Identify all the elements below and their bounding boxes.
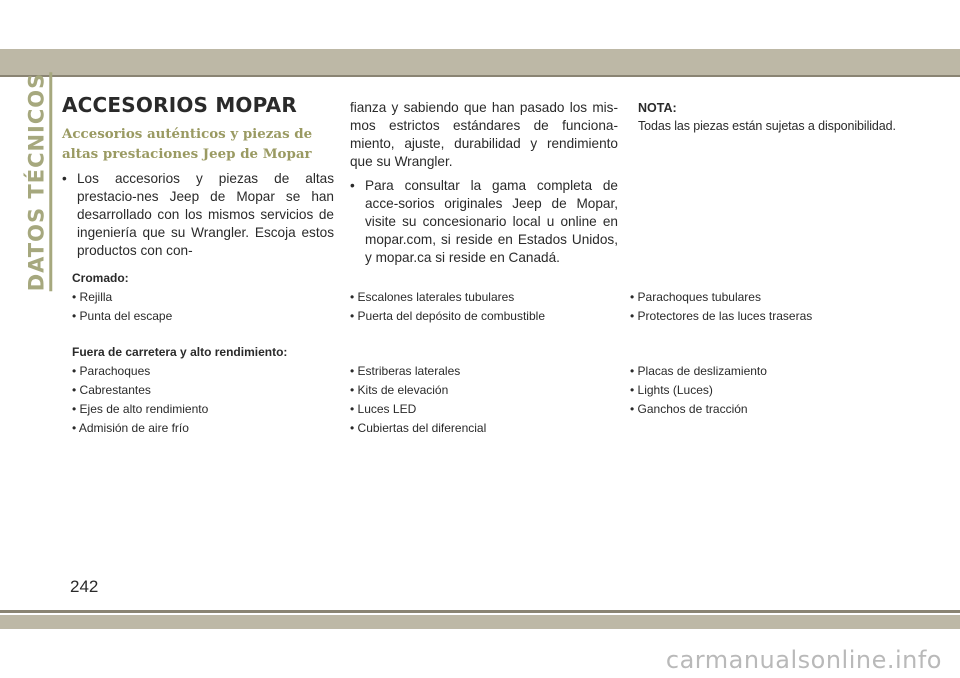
offroad-section-title: Fuera de carretera y alto rendimiento:	[72, 345, 288, 359]
offroad-list	[72, 362, 932, 438]
column-1	[62, 93, 334, 260]
list-item: • Admisión de aire frío	[72, 421, 189, 435]
column-2	[350, 99, 618, 267]
list-row	[72, 400, 932, 419]
note-label: NOTA:	[638, 101, 677, 115]
list-item: • Cabrestantes	[72, 383, 151, 397]
list-item: • Protectores de las luces traseras	[630, 309, 813, 323]
list-item: • Estriberas laterales	[350, 364, 461, 378]
footer-band	[0, 615, 960, 629]
list-item: • Puerta del depósito de combustible	[350, 309, 545, 323]
list-row	[72, 419, 932, 438]
list-item: • Placas de deslizamiento	[630, 364, 767, 378]
section-side-tab	[24, 72, 52, 292]
footer-rule	[0, 610, 960, 613]
chrome-section-title: Cromado:	[72, 271, 129, 285]
list-item: • Parachoques	[72, 364, 151, 378]
list-item: • Escalones laterales tubulares	[350, 290, 515, 304]
list-item: • Ejes de alto rendimiento	[72, 402, 209, 416]
list-row	[72, 381, 932, 400]
note-text: Todas las piezas están sujetas a disponibilidad.	[638, 119, 896, 133]
chrome-list	[72, 288, 932, 326]
col2-bullet: • Para consultar la gama completa de acce-sorios originales Jeep de Mopar, visite su concesionario local u online en mopar.com, si reside en Estados Unidos, y mopar.ca si reside en Canadá.	[350, 177, 618, 267]
list-item	[630, 419, 932, 438]
list-item: • Luces LED	[350, 402, 417, 416]
col1-bullet: • Los accesorios y piezas de altas prestacio-nes Jeep de Mopar se han desarrollado con los mismos servicios de ingeniería que su Wrangler. Escoja estos productos con con-	[62, 170, 334, 260]
list-item: • Parachoques tubulares	[630, 290, 761, 304]
page-number: 242	[70, 577, 99, 596]
col2-continuation: fianza y sabiendo que han pasado los mis-mos estrictos estándares de funciona-miento, ajuste, durabilidad y rendimiento que su Wrangler.	[350, 100, 618, 169]
list-item: • Lights (Luces)	[630, 383, 713, 397]
side-tab-label: DATOS TÉCNICOS	[24, 73, 52, 292]
list-item: • Kits de elevación	[350, 383, 449, 397]
watermark: carmanualsonline.info	[665, 646, 942, 674]
list-item: • Rejilla	[72, 290, 113, 304]
header-rule	[0, 75, 960, 77]
column-3	[638, 99, 928, 135]
section-subtitle: Accesorios auténticos y piezas de altas prestaciones Jeep de Mopar	[62, 126, 313, 162]
list-row	[72, 288, 932, 307]
header-band	[0, 49, 960, 75]
list-item: • Ganchos de tracción	[630, 402, 748, 416]
page-title: ACCESORIOS MOPAR	[62, 93, 297, 117]
list-row	[72, 307, 932, 326]
list-item: • Cubiertas del diferencial	[350, 421, 487, 435]
list-row	[72, 362, 932, 381]
list-item: • Punta del escape	[72, 309, 173, 323]
